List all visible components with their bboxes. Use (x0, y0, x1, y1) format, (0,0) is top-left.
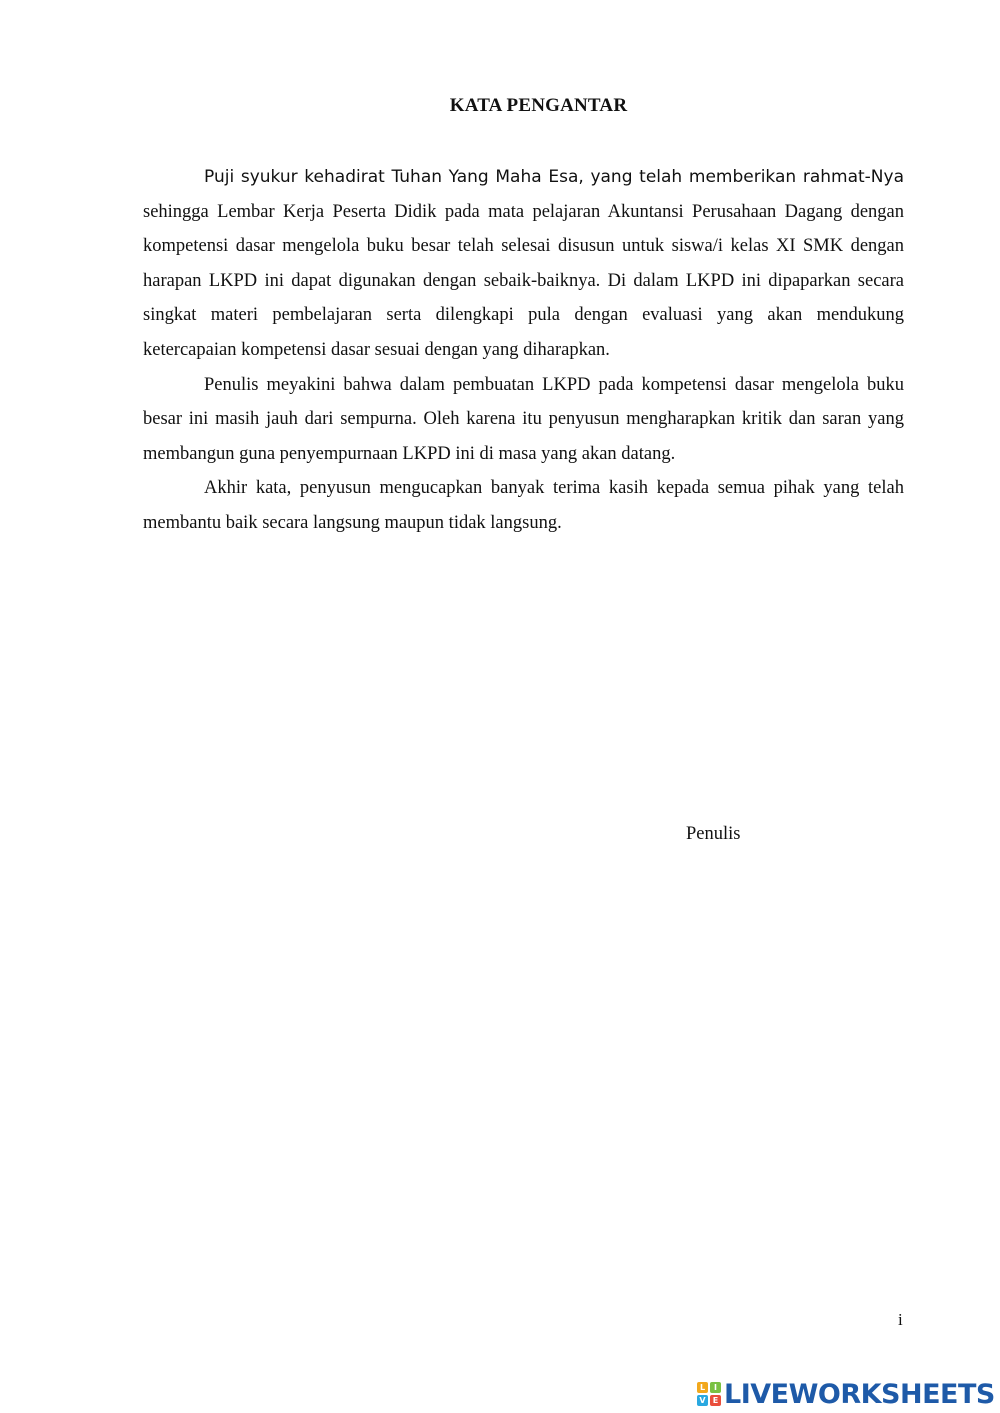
signature: Penulis (686, 824, 741, 844)
logo-letter-v: V (697, 1395, 708, 1406)
paragraph-1-rest: sehingga Lembar Kerja Peserta Didik pada mata pelajaran Akuntansi Perusahaan Dagang dengan kompetensi dasar mengelola buku besar telah selesai disusun untuk siswa/i kelas XI SMK dengan harapan LKPD ini dapat digunakan dengan sebaik-baiknya. Di dalam LKPD ini dipaparkan secara singkat materi pembelajaran serta dilengkapi pula dengan evaluasi yang akan mendukung ketercapaian kompetensi dasar sesuai dengan yang diharapkan. (143, 201, 904, 360)
liveworksheets-text: LIVEWORKSHEETS (724, 1378, 995, 1410)
paragraph-3: Akhir kata, penyusun mengucapkan banyak terima kasih kepada semua pihak yang telah membantu baik secara langsung maupun tidak langsung. (143, 478, 904, 533)
liveworksheets-watermark (697, 1378, 995, 1410)
liveworksheets-logo-icon (697, 1382, 721, 1406)
logo-letter-l: L (697, 1382, 708, 1393)
paragraph-1-lead: Puji syukur kehadirat Tuhan Yang Maha Esa, yang telah memberikan rahmat-Nya (204, 167, 904, 187)
paragraph-2: Penulis meyakini bahwa dalam pembuatan LKPD pada kompetensi dasar mengelola buku besar ini masih jauh dari sempurna. Oleh karena itu penyusun mengharapkan kritik dan saran yang membangun guna penyempurnaan LKPD ini di masa yang akan datang. (143, 374, 904, 464)
page-number: i (898, 1310, 903, 1329)
logo-letter-i: I (710, 1382, 721, 1393)
paragraph-1 (143, 160, 904, 368)
logo-letter-e: E (710, 1395, 721, 1406)
page-title: KATA PENGANTAR (449, 95, 628, 116)
body-text (143, 160, 904, 541)
